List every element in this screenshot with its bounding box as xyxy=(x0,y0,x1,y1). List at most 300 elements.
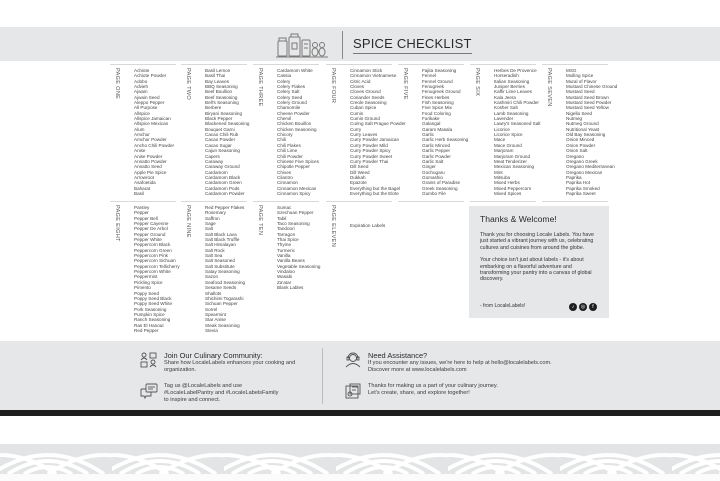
page-label-text: PAGE THREE xyxy=(257,68,263,107)
spice-item: Fennel xyxy=(422,73,437,79)
spice-item: Kashmiri Chili Powder xyxy=(494,100,539,106)
spice-item: Tandoori xyxy=(277,226,295,232)
spice-item: Vegetable Seasoning xyxy=(277,263,321,269)
column-rule xyxy=(542,64,608,65)
spice-item: Curry Powder Jamaican xyxy=(350,137,400,143)
spice-item: Taco Seasoning xyxy=(277,221,310,227)
spice-item: Mexican Seasoning xyxy=(494,164,535,170)
spice-item: Mace Ground xyxy=(494,142,522,148)
spice-item: Cajun Seasoning xyxy=(205,148,240,154)
spice-list xyxy=(277,68,319,196)
white-spacer xyxy=(0,416,720,444)
spice-item: Peppercorn White xyxy=(134,269,171,275)
spice-item: Mint xyxy=(494,169,503,175)
spice-item: Sumac xyxy=(277,205,292,210)
assistance-block xyxy=(344,352,594,374)
spice-list xyxy=(134,68,174,196)
spice-item: Vanilla xyxy=(277,253,291,259)
spice-item: Ajwain xyxy=(134,89,148,95)
spice-item: Paprika Smoked xyxy=(566,185,600,191)
page-column-nine xyxy=(181,201,247,336)
spice-item: Meat Tenderizer xyxy=(494,158,527,164)
spice-item: Celery Ground xyxy=(277,100,307,106)
tag-text-3: to inspire and connect. xyxy=(164,397,221,403)
spice-item: Poppy Seed xyxy=(134,290,160,296)
column-rule xyxy=(110,64,176,65)
page-label xyxy=(253,68,263,128)
journey-block xyxy=(344,383,594,399)
spice-item: Black Pepper xyxy=(205,116,233,122)
spice-item: Old Bay Seasoning xyxy=(566,132,606,138)
assistance-text-2: Discover more at www.localelabels.com xyxy=(368,367,467,373)
spice-item: Curry Powder Mild xyxy=(350,142,388,148)
column-rule xyxy=(398,201,464,202)
page-label xyxy=(110,68,120,128)
spice-item: Mitsuba xyxy=(494,174,511,180)
spice-item: Za'atar xyxy=(277,279,292,285)
spice-item: Salt Sea xyxy=(205,253,223,259)
spice-item: Dill Seed xyxy=(350,164,369,170)
spice-item: Basil Thai xyxy=(205,73,226,79)
spice-item: Shichimi Togarashi xyxy=(205,295,244,301)
spice-item: Seafood Seasoning xyxy=(205,279,246,285)
community-title: Join Our Culinary Community: xyxy=(164,351,263,360)
column-rule xyxy=(398,64,464,65)
spice-item: Basil Lemon xyxy=(205,68,231,73)
spice-item: Nutmeg xyxy=(566,116,583,122)
spice-item: Greek Seasoning xyxy=(422,185,458,191)
spice-item: Peppermint xyxy=(134,274,158,280)
spice-item: Ajwain Seed xyxy=(134,94,160,100)
spice-item: Expiration Labels xyxy=(350,223,386,228)
page-label-text: PAGE FOUR xyxy=(330,68,336,104)
spice-list xyxy=(422,68,468,196)
spice-list xyxy=(494,68,541,196)
spice-item: MSG xyxy=(566,68,577,73)
column-rule xyxy=(110,201,176,202)
spice-item: Satay Seasoning xyxy=(205,269,240,275)
column-rule xyxy=(181,201,247,202)
column-rule xyxy=(181,64,247,65)
empty-column xyxy=(470,201,536,205)
spice-item: Achiote Powder xyxy=(134,73,167,79)
spice-item: Poppy Seed White xyxy=(134,301,173,307)
spice-item: Marjoram xyxy=(494,148,514,154)
spice-item: Peppercorn Green xyxy=(134,247,172,253)
spice-item: Cacao Powder xyxy=(205,137,236,143)
spice-item: Capers xyxy=(205,153,220,159)
spice-item: Kosher Salt xyxy=(494,105,518,111)
spice-item: All Purpose xyxy=(134,105,158,111)
page-label xyxy=(470,68,480,128)
spice-item: Licorice Spice xyxy=(494,132,523,138)
spice-item: Cinnamon Vietnamese xyxy=(350,73,397,79)
spice-item: Vanilla Beans xyxy=(277,258,305,264)
spice-item: Five Spice Mix xyxy=(422,105,452,111)
spice-item: Dukkah xyxy=(350,174,366,180)
page-label-text: PAGE SIX xyxy=(474,68,480,97)
page-label xyxy=(253,205,263,265)
spice-item: Gochugaru xyxy=(422,169,445,175)
page-header xyxy=(276,30,472,60)
spice-item: Oregano xyxy=(566,153,584,159)
thanks-paragraph-1: Thank you for choosing Locale Labels. You have just started a vibrant journey with us, celebrating cultures and cuisines from around the globe. xyxy=(480,232,594,251)
page-column-eleven xyxy=(326,201,392,336)
spice-list xyxy=(566,68,617,196)
spice-item: Salt Substitute xyxy=(205,263,235,269)
spice-item: Cloves Ground xyxy=(350,89,381,95)
spice-item: Blackened Seasoning xyxy=(205,121,250,127)
spice-item: Curing Salt Prague Powder xyxy=(350,121,406,127)
column-rule xyxy=(470,201,536,202)
spice-item: Marjoram Ground xyxy=(494,153,530,159)
column-rule xyxy=(470,64,536,65)
spice-item: Sichuan Pepper xyxy=(205,301,238,307)
spice-item: Caraway Ground xyxy=(205,164,240,170)
page-column-seven xyxy=(542,64,618,196)
spice-item: Allspice xyxy=(134,110,150,116)
spice-item: Chinese Five Spices xyxy=(277,158,319,164)
spice-item: Tarragon xyxy=(277,231,296,237)
spice-item: Onion Powder xyxy=(566,142,596,148)
spice-item: Mace xyxy=(494,137,506,143)
support-agent-icon xyxy=(344,352,362,368)
spice-item: Curry Powder Spicy xyxy=(350,148,391,154)
spice-item: Fajita Seasoning xyxy=(422,68,457,73)
spice-item: Grains of Paradise xyxy=(422,180,461,186)
spice-item: Beef Boullion xyxy=(205,89,233,95)
tiktok-icon[interactable]: ♪ xyxy=(569,303,577,311)
spice-item: Mixed Herbs xyxy=(494,180,520,186)
page-label-text: PAGE TWO xyxy=(185,68,191,101)
spice-item: Baharat xyxy=(134,185,151,191)
thanks-title: Thanks & Welcome! xyxy=(480,214,557,224)
spice-item: Lamb Seasoning xyxy=(494,110,529,116)
page-label xyxy=(181,205,191,265)
empty-column xyxy=(398,201,464,205)
spice-item: Garlic xyxy=(422,132,434,138)
thanks-signature: - from LocaleLabels! xyxy=(480,303,526,309)
spice-item: Red Pepper xyxy=(134,327,159,333)
spice-item: Mixed Peppercorn xyxy=(494,185,532,191)
column-rule xyxy=(326,64,392,65)
spice-item: Lawry's Seasoned Salt xyxy=(494,121,541,127)
spice-item: Celery Seed xyxy=(277,94,303,100)
spice-item: Cinnamon Mexican xyxy=(277,185,317,191)
page-label xyxy=(326,205,336,265)
spice-item: Sorrel xyxy=(205,306,218,312)
spice-item: Star Anise xyxy=(205,317,226,323)
spice-item: Mustard Seed xyxy=(566,89,595,95)
spice-item: Cinnamon Stick xyxy=(350,68,383,73)
spice-item: Pork Seasoning xyxy=(134,306,167,312)
spice-item: Mulling Spice xyxy=(566,73,594,79)
spice-item: Sazon xyxy=(205,274,219,280)
spice-item: Sesame Seeds xyxy=(205,285,237,291)
spice-item: Allspice Jamaican xyxy=(134,116,171,122)
spice-item: Fish Seasoning xyxy=(422,100,454,106)
assistance-title: Need Assistance? xyxy=(368,351,428,360)
spice-item: Oregano Mediterranean xyxy=(566,164,615,170)
spice-item: Nutritional Yeast xyxy=(566,126,600,132)
spice-item: Salt Himalayan xyxy=(205,242,236,248)
spice-item: Kaffir Lime Leaves xyxy=(494,89,532,95)
spice-item: Chili Flakes xyxy=(277,142,301,148)
spice-item: Annatto Powder xyxy=(134,158,167,164)
spice-item: Poppy Seed Black xyxy=(134,295,172,301)
page-column-ten xyxy=(253,201,319,336)
spice-item: Chicory xyxy=(277,132,293,138)
spice-item: Mustard Seed Yellow xyxy=(566,105,609,111)
spice-item: Kala Jeera xyxy=(494,94,516,100)
spice-item: Paprika Hot xyxy=(566,180,591,186)
spice-item: Asafoetida xyxy=(134,180,156,186)
spice-item: Chipotle Pepper xyxy=(277,164,310,170)
spice-item: Saffron xyxy=(205,215,220,221)
spice-item: Cardamom xyxy=(205,169,228,175)
spice-list xyxy=(134,205,180,333)
spice-item: Wasabi xyxy=(277,274,293,280)
community-icon xyxy=(140,352,158,368)
spice-item: Oregano Greek xyxy=(566,158,598,164)
spice-item: Curry Leaves xyxy=(350,132,378,138)
spice-item: Garlic Powder xyxy=(422,153,451,159)
spice-item: Ancho Chili Powder xyxy=(134,142,175,148)
page-label xyxy=(326,68,336,128)
spice-item: Fenugreek xyxy=(422,84,444,90)
spice-item: Pepper Ground xyxy=(134,231,166,237)
spice-item: Pepper White xyxy=(134,237,162,243)
spice-list xyxy=(350,223,385,228)
community-text: Share how LocaleLabels enhances your cooking and organization. xyxy=(164,360,296,373)
spice-item: Mustard Seed Powder xyxy=(566,100,612,106)
spice-item: Herbes De Provence xyxy=(494,68,537,73)
spice-item: Salt Black Lava xyxy=(205,231,237,237)
spice-item: Salt xyxy=(205,226,213,232)
spice-item: Garlic Herb Seasoning xyxy=(422,137,469,143)
spice-item: Chili Lime xyxy=(277,148,298,154)
spice-item: Pepper De Arbol xyxy=(134,226,168,232)
spice-item: Apple Pie Spice xyxy=(134,169,167,175)
spice-item: Bouquet Garni xyxy=(205,126,235,132)
spice-item: Chili Powder xyxy=(277,153,303,159)
spice-item: Peppercorn Sichuan xyxy=(134,258,176,264)
spice-item: Chervil xyxy=(277,116,292,122)
spice-item: Rosemary xyxy=(205,210,226,216)
facebook-icon[interactable]: f xyxy=(589,303,597,311)
page-label xyxy=(110,205,120,265)
spice-item: Fines Herbes xyxy=(422,94,450,100)
spice-item: Gumbo File xyxy=(422,190,446,196)
spice-item: Coriander Seeds xyxy=(350,94,385,100)
spice-item: Basil xyxy=(134,190,144,196)
spice-item: Cardamom Black xyxy=(205,174,241,180)
page-column-two xyxy=(181,64,250,196)
spice-item: Cinnamon Spicy xyxy=(277,190,311,196)
tag-text-1: Tag us @LocaleLabels and use xyxy=(164,383,243,389)
spice-item: Garlic Pepper xyxy=(422,148,451,154)
spice-item: Allspice Mexican xyxy=(134,121,169,127)
recipe-book-icon xyxy=(344,383,362,399)
page-label-text: PAGE SEVEN xyxy=(546,68,552,107)
spice-item: Pepper xyxy=(134,210,149,216)
spice-item: Beef Seasoning xyxy=(205,94,238,100)
column-rule xyxy=(253,201,319,202)
spice-item: Cuban Spice xyxy=(350,105,377,111)
spice-item: Chamomile xyxy=(277,105,301,111)
spice-item: Cumin Ground xyxy=(350,116,380,122)
spice-item: Mural of Flavor xyxy=(566,78,597,84)
spice-item: Galangal xyxy=(422,121,441,127)
spice-item: Pepper Cayenne xyxy=(134,221,169,227)
spice-item: Chicken Seasoning xyxy=(277,126,317,132)
spice-item: Pepper Bell xyxy=(134,215,158,221)
column-rule xyxy=(542,201,608,202)
spice-item: Thai Spice xyxy=(277,237,299,243)
community-block xyxy=(140,352,320,374)
spice-item: Juniper Berries xyxy=(494,84,525,90)
spice-item: Garlic Salt xyxy=(422,158,444,164)
spice-item: Aleppo Pepper xyxy=(134,100,165,106)
chat-bubbles-icon xyxy=(140,383,158,399)
header-divider xyxy=(342,31,343,59)
wave-pattern-graphic xyxy=(0,444,720,474)
spice-item: Anise Powder xyxy=(134,153,163,159)
spice-item: Chili xyxy=(277,137,286,143)
page-column-eight xyxy=(110,201,180,336)
spice-item: Cacao Chili Rub xyxy=(205,132,239,138)
column-rule xyxy=(253,64,319,65)
top-margin xyxy=(0,0,720,27)
journey-text-2: Let's create, share, and explore together! xyxy=(368,390,470,396)
spice-item: Epazote xyxy=(350,180,367,186)
spice-item: Ranch Seasoning xyxy=(134,317,171,323)
spice-item: Paprika Sweet xyxy=(566,190,596,196)
journey-text-1: Thanks for making us a part of your culinary journey. xyxy=(368,383,498,389)
spice-item: Pimento xyxy=(134,285,151,291)
spice-item: Everything but the Bagel xyxy=(350,185,401,191)
spice-item: Parsley xyxy=(134,205,150,210)
spice-item: Amchur xyxy=(134,132,150,138)
spice-item: Creole Seasoning xyxy=(350,100,387,106)
spice-item: Salt Seasoned xyxy=(205,258,235,264)
empty-column xyxy=(542,201,608,205)
spice-item: Onion Minced xyxy=(566,137,595,143)
spice-item: Nutmeg Ground xyxy=(566,121,599,127)
spice-item: Mustard Seed Brown xyxy=(566,94,609,100)
spice-item: Berbere xyxy=(205,105,222,111)
spice-item: Peppercorn Black xyxy=(134,242,171,248)
spice-item: Food Coloring xyxy=(422,110,451,116)
spice-item: Peppercorn Tellicherry xyxy=(134,263,180,269)
spice-item: Annatto Seed xyxy=(134,164,162,170)
spice-item: Cloves xyxy=(350,84,365,90)
spice-item: Anise xyxy=(134,148,146,154)
page-label-text: PAGE TEN xyxy=(257,205,263,236)
page-label-text: PAGE NINE xyxy=(185,205,191,238)
spice-item: Cacao Sugar xyxy=(205,142,232,148)
spice-item: Blank Lables xyxy=(277,285,304,291)
page-title: SPICE CHECKLIST xyxy=(353,36,472,54)
spice-item: Spearmint xyxy=(205,311,226,317)
page-label xyxy=(542,68,552,128)
spice-jars-icon xyxy=(276,32,334,58)
page-label-text: PAGE ONE xyxy=(114,68,120,100)
spice-item: Dill Weed xyxy=(350,169,370,175)
spice-item: Cardamom White xyxy=(277,68,313,73)
spice-item: Curry xyxy=(350,126,362,132)
spice-item: Fenugreek Ground xyxy=(422,89,461,95)
wave-pattern xyxy=(0,444,720,474)
spice-item: Furikake xyxy=(422,116,440,122)
thanks-paragraph-2: Your choice isn't just about labels - it's about embarking on a flavorful adventure and transforming your pantry into a canvas of global discovery. xyxy=(480,257,592,283)
spice-item: Curry Powder Thai xyxy=(350,158,389,164)
spice-item: Bay Leaves xyxy=(205,78,230,84)
spice-item: Turmeric xyxy=(277,247,295,253)
spice-list xyxy=(205,68,249,196)
spice-item: Cinnamon xyxy=(277,180,298,186)
bottom-margin xyxy=(0,474,720,481)
spice-item: Salt Black Truffle xyxy=(205,237,240,243)
instagram-icon[interactable]: ◎ xyxy=(580,304,586,310)
spice-item: Biryani Seasoning xyxy=(205,110,243,116)
spice-item: Shallots xyxy=(205,290,222,296)
spice-item: Mustard Chinese Ground xyxy=(566,84,618,90)
spice-item: Paprika xyxy=(566,174,582,180)
spice-item: Garlic Minced xyxy=(422,142,451,148)
spice-list xyxy=(277,205,320,291)
spice-item: Nigella Seed xyxy=(566,110,593,116)
tag-block xyxy=(140,383,320,404)
spice-item: Cilantro xyxy=(277,174,293,180)
page-label-text: PAGE ELEVEN xyxy=(330,205,336,248)
spice-item: Caraway xyxy=(205,158,224,164)
spice-item: Stevia xyxy=(205,327,218,333)
page-column-six xyxy=(470,64,541,196)
spice-item: Cheese Powder xyxy=(277,110,310,116)
spice-item: Pumpkin Spice xyxy=(134,311,165,317)
spice-item: Mixed Spices xyxy=(494,190,522,196)
spice-item: Italian Seasoning xyxy=(494,78,530,84)
spice-item: Salt Rock xyxy=(205,247,225,253)
thanks-card xyxy=(469,206,609,318)
spice-item: Achiote xyxy=(134,68,150,73)
spice-item: Thyme xyxy=(277,242,292,248)
page-label xyxy=(181,68,191,128)
spice-item: Licorice xyxy=(494,126,510,132)
spice-item: Cumin xyxy=(350,110,364,116)
page-column-one xyxy=(110,64,176,196)
spice-item: Ginger xyxy=(422,164,436,170)
spice-item: Horseradish xyxy=(494,73,519,79)
spice-item: BBQ Seasoning xyxy=(205,84,238,90)
spice-item: Bell's Seasoning xyxy=(205,100,239,106)
spice-item: Cardamom Green xyxy=(205,180,242,186)
spice-item: Tabil xyxy=(277,215,287,221)
spice-item: Sage xyxy=(205,221,216,227)
spice-item: Amchur Powder xyxy=(134,137,167,143)
spice-item: Peppercorn Pink xyxy=(134,253,168,259)
spice-list xyxy=(205,205,245,333)
spice-item: Lavender xyxy=(494,116,514,122)
spice-item: Chicken Bouillon xyxy=(277,121,312,127)
spice-item: Curry Powder Sweet xyxy=(350,153,393,159)
spice-item: Fennel Ground xyxy=(422,78,453,84)
spice-item: Arrowroot xyxy=(134,174,154,180)
column-rule xyxy=(326,201,392,202)
footer-divider xyxy=(322,348,323,404)
spice-item: Pickling Spice xyxy=(134,279,163,285)
